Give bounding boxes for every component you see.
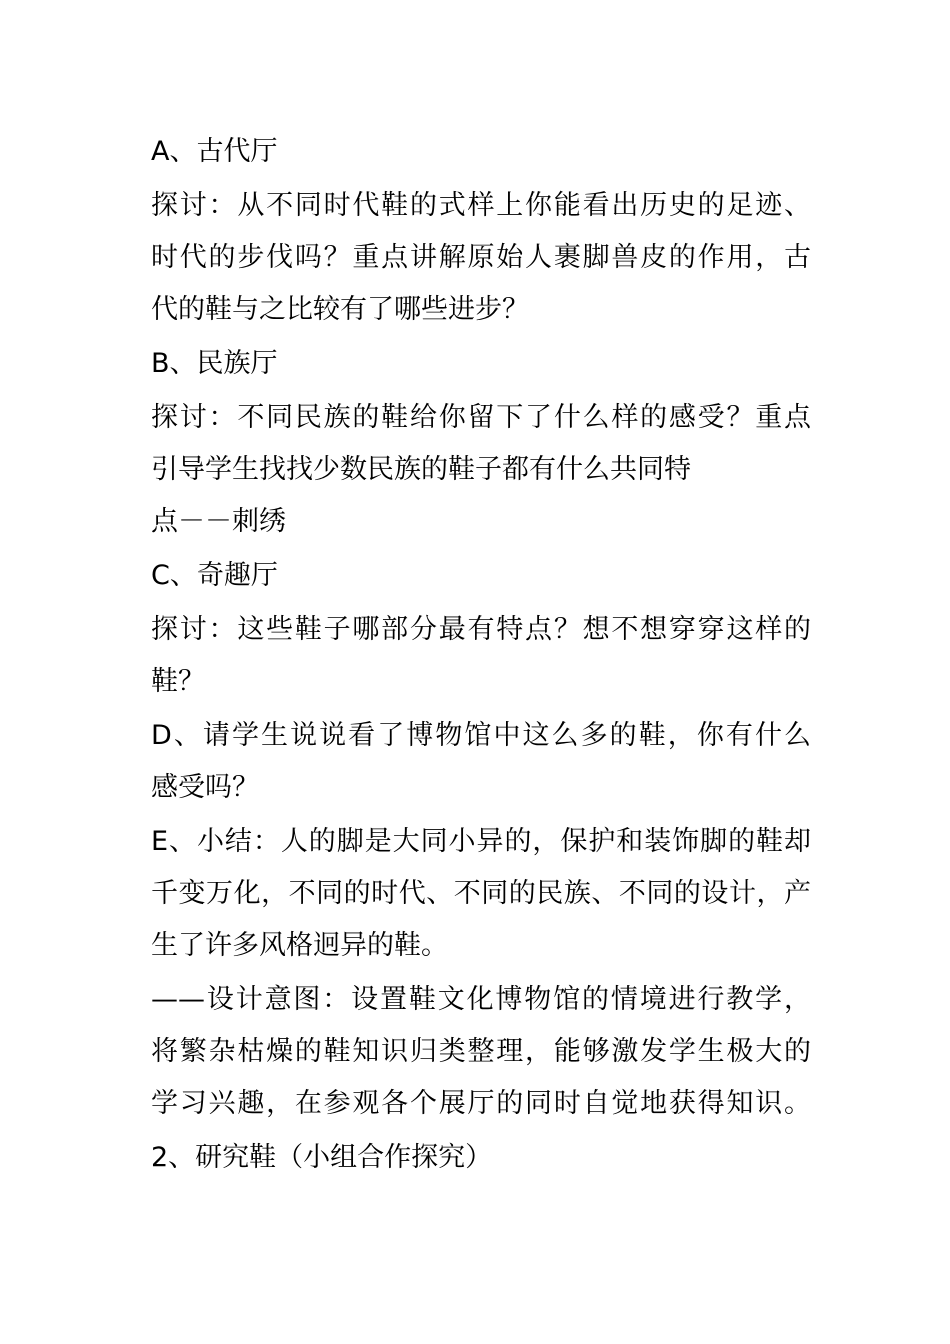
text-line: E、小结：人的脚是大同小异的，保护和装饰脚的鞋却 — [151, 826, 811, 857]
text-line: 引导学生找找少数民族的鞋子都有什么共同特 — [151, 454, 691, 485]
heading-ancient-hall — [151, 126, 811, 178]
heading-ethnic-hall — [151, 338, 811, 390]
text-line: 探讨：不同民族的鞋给你留下了什么样的感受？重点 — [151, 402, 811, 433]
text-line: C、奇趣厅 — [151, 560, 278, 591]
item-e-summary — [151, 816, 811, 972]
text-line: ——设计意图：设置鞋文化博物馆的情境进行教学， — [151, 984, 811, 1015]
design-intent — [151, 974, 811, 1130]
text-line: 鞋？ — [151, 666, 205, 697]
text-line: A、古代厅 — [151, 136, 278, 167]
text-line: 2、研究鞋（小组合作探究） — [151, 1142, 493, 1173]
text-line: 探讨：这些鞋子哪部分最有特点？想不想穿穿这样的 — [151, 614, 811, 645]
text-line: D、请学生说说看了博物馆中这么多的鞋，你有什么 — [151, 720, 811, 751]
text-line: 千变万化，不同的时代、不同的民族、不同的设计，产 — [151, 878, 811, 909]
text-line: 点－－刺绣 — [151, 506, 286, 537]
discussion-ethnic-hall — [151, 392, 811, 548]
heading-curiosity-hall — [151, 550, 811, 602]
text-line: 感受吗？ — [151, 772, 259, 803]
text-line: 将繁杂枯燥的鞋知识归类整理，能够激发学生极大的 — [151, 1036, 811, 1067]
text-line: 探讨：从不同时代鞋的式样上你能看出历史的足迹、 — [151, 190, 811, 221]
text-line: 学习兴趣，在参观各个展厅的同时自觉地获得知识。 — [151, 1088, 811, 1119]
text-line: B、民族厅 — [151, 348, 278, 379]
text-line: 时代的步伐吗？重点讲解原始人裹脚兽皮的作用，古 — [151, 242, 811, 273]
document-page — [151, 126, 811, 1184]
item-d-feelings — [151, 710, 811, 814]
text-line: 生了许多风格迥异的鞋。 — [151, 930, 448, 961]
text-line: 代的鞋与之比较有了哪些进步？ — [151, 294, 529, 325]
section-2-heading — [151, 1132, 811, 1184]
discussion-ancient-hall — [151, 180, 811, 336]
discussion-curiosity-hall — [151, 604, 811, 708]
